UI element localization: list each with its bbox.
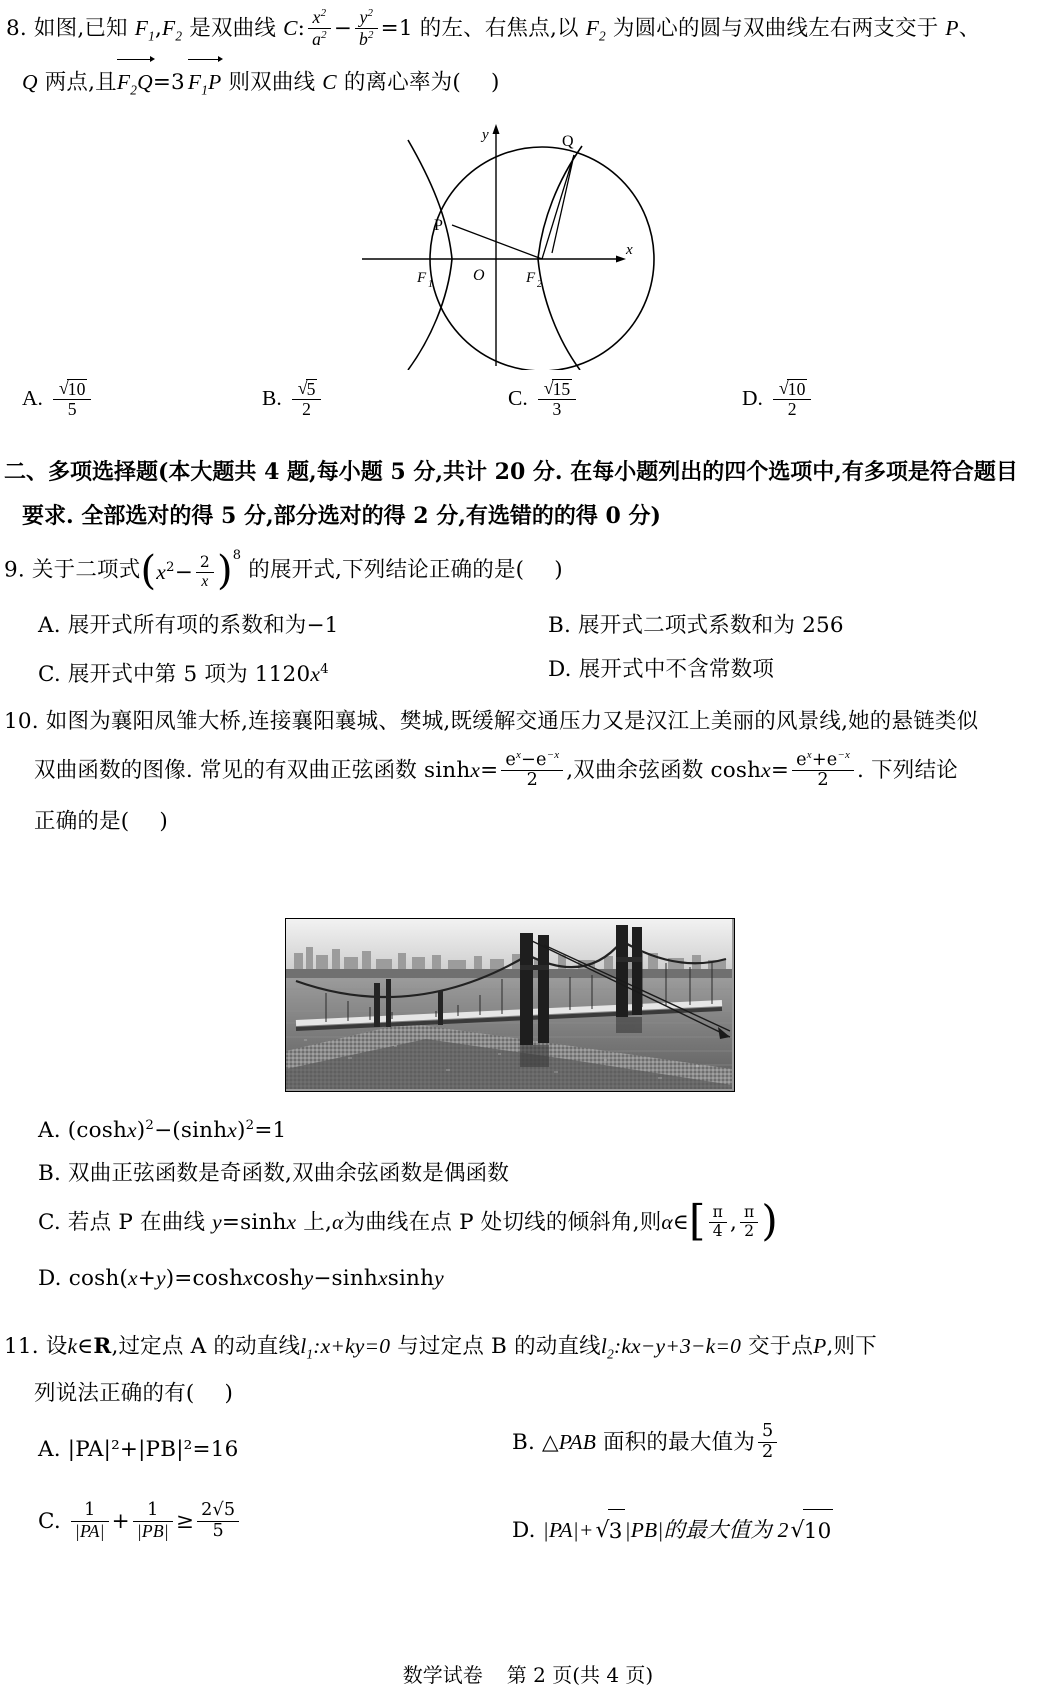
q8-curve-c-2: C	[322, 70, 337, 94]
question-9-stem: 9. 关于二项式($x^2-$ $\frac{2}{x}$ )$^8$的展开式,下列结论正确的是( )	[4, 548, 563, 595]
q8-equals-one: =1	[380, 16, 413, 41]
q8-minus: −	[333, 16, 352, 41]
q8-hyperbola-circle-figure	[330, 108, 670, 370]
q8-text-g: 的离心率为(	[343, 70, 461, 95]
q8-eq3: =3	[152, 70, 185, 95]
footer-page-info: 第 2 页(共 4 页)	[506, 1663, 654, 1687]
q8-option-b[interactable]: B. $\frac{√5}{2}$	[262, 378, 324, 421]
axis-y-label: y	[482, 127, 489, 143]
origin-label: O	[473, 267, 485, 284]
q9-text-b: 的展开式,下列结论正确的是(	[248, 557, 525, 583]
f1-label: F	[417, 270, 427, 286]
q10-cosh-def: coshx= $\frac{e^x+e^{-x}}{2}$	[711, 758, 858, 783]
f2-label: F	[526, 270, 536, 286]
q11-option-c[interactable]: C. $\frac{1}{|PA|}$ + $\frac{1}{|PB|}$ ≥ $\frac{2√5}{5}$	[38, 1500, 242, 1544]
q8-option-c[interactable]: C. $\frac{√15}{3}$	[508, 378, 579, 421]
q10-option-c[interactable]: C. 若点 P 在曲线 y=sinhx 上,α为曲线在点 P 处切线的倾斜角,则α∈[ $\frac{\pi}{4}$ , $\frac{\pi}{2}$ )	[38, 1196, 779, 1245]
q8-text-e: 两点,且	[44, 70, 117, 95]
question-8-line-2: Q 两点,且 $F_2Q=3$ $F_1P$ 则双曲线 C 的离心率为( )	[22, 58, 1042, 112]
q8-option-d[interactable]: D. $\frac{√10}{2}$	[742, 378, 814, 421]
q8-f2: $F_2$	[162, 16, 183, 44]
q10-option-a[interactable]: A. $(\cosh x)^2-(\sinh x)^2=1$	[38, 1118, 287, 1144]
f1-sub: 1	[428, 279, 433, 290]
q8-text-b: 是双曲线	[189, 16, 277, 41]
footer-title: 数学试卷	[402, 1663, 483, 1687]
q8-f2-ref: $F_2$	[585, 16, 606, 44]
question-8-line-1: 8. 如图,已知 $F_1,F_2$ 是双曲线 C: $\frac{x^2}{a^2}$ − $\frac{y^2}{b^2}$ =1 的左、右焦点,以 $F_2$ 为圆心的圆与双曲线左右两支交于 P、	[6, 6, 981, 49]
axis-x-label: x	[626, 242, 633, 258]
q10-sinh-def: sinhx= $\frac{e^x-e^{-x}}{2}$	[424, 758, 566, 783]
q9-text-a: 关于二项式	[31, 557, 141, 583]
question-10-line-2: 双曲函数的图像. 常见的有双曲正弦函数 sinhx= $\frac{e^x-e^{-x}}{2}$ ,双曲余弦函数 coshx= $\frac{e^x+e^{-x}}{2}$ . 下列结论	[34, 748, 958, 791]
section-2-header-line-2: 要求. 全部选对的得 5 分,部分选对的得 2 分,有选错的的得 0 分)	[22, 503, 661, 529]
q11-l1: $l_1$	[300, 1334, 314, 1362]
page-footer	[0, 1659, 1056, 1688]
q11-l2: $l_2$	[600, 1334, 614, 1362]
f2-sub: 2	[537, 279, 542, 290]
question-10-line-1: 10. 如图为襄阳凤雏大桥,连接襄阳襄城、樊城,既缓解交通压力又是汉江上美丽的风景线,她的悬链类似	[4, 709, 979, 734]
q8-text-f: 则双曲线	[228, 70, 316, 95]
q9-number: 9.	[4, 557, 25, 583]
q10-interval: [ $\frac{\pi}{4}$ , $\frac{\pi}{2}$ )	[689, 1196, 779, 1245]
q8-option-a[interactable]: A. $\frac{√10}{5}$	[22, 378, 94, 421]
q8-y2-b2-fraction: $\frac{y^2}{b^2}$	[355, 7, 378, 49]
q8-number: 8.	[6, 16, 27, 41]
q8-f1: $F_1$	[134, 16, 155, 44]
q8-p: P	[945, 16, 959, 40]
q9-option-c[interactable]: C. 展开式中第 5 项为 $1120x^4$	[38, 662, 329, 688]
section-2-header-line-1: 二、多项选择题(本大题共 4 题,每小题 5 分,共计 20 分. 在每小题列出的四个选项中,有多项是符合题目	[4, 459, 1018, 485]
question-11-line-1: 11. 设k∈R,过定点 A 的动直线$l_1:x+ky=0$ 与过定点 B 的动直线$l_2:kx-y+3-k=0$ 交于点P,则下	[4, 1334, 877, 1362]
q8-vector-f2q: $F_2Q$	[117, 58, 153, 112]
question-10-line-3: 正确的是( )	[34, 809, 168, 834]
q8-text-c: 的左、右焦点,以	[419, 16, 579, 41]
q11-number: 11.	[4, 1334, 39, 1359]
q9-option-b[interactable]: B. 展开式二项式系数和为 256	[548, 613, 844, 638]
q9-option-a[interactable]: A. 展开式所有项的系数和为−1	[38, 613, 339, 638]
q8-text-a: 如图,已知	[33, 16, 128, 41]
q10-option-b[interactable]: B. 双曲正弦函数是奇函数,双曲余弦函数是偶函数	[38, 1161, 510, 1186]
q9-option-d[interactable]: D. 展开式中不含常数项	[548, 657, 775, 682]
fengchu-bridge-photo	[285, 918, 735, 1092]
q11-option-b[interactable]: B. △PAB 面积的最大值为 $\frac{5}{2}$	[512, 1420, 780, 1465]
q-label: Q	[562, 133, 574, 150]
q10-number: 10.	[4, 709, 39, 734]
q8-curve-c: C	[283, 16, 298, 40]
q8-text-d: 为圆心的圆与双曲线左右两支交于	[612, 16, 939, 41]
q8-vector-f1p: $F_1P$	[188, 58, 222, 112]
q11-option-a[interactable]: A. |PA|²+|PB|²=16	[38, 1437, 239, 1462]
question-11-line-2: 列说法正确的有( )	[34, 1381, 234, 1406]
q10-option-d[interactable]: D. cosh(x+y)=coshxcoshy−sinhxsinhy	[38, 1266, 444, 1291]
q8-x2-a2-fraction: $\frac{x^2}{a^2}$	[308, 7, 331, 49]
q11-option-d[interactable]: D. |PA|+√3|PB|的最大值为 2√10	[512, 1508, 833, 1553]
p-label: P	[434, 217, 443, 234]
q8-q-point: Q	[22, 70, 38, 94]
q9-binomial: ($x^2-$ $\frac{2}{x}$ )$^8$	[140, 548, 242, 595]
